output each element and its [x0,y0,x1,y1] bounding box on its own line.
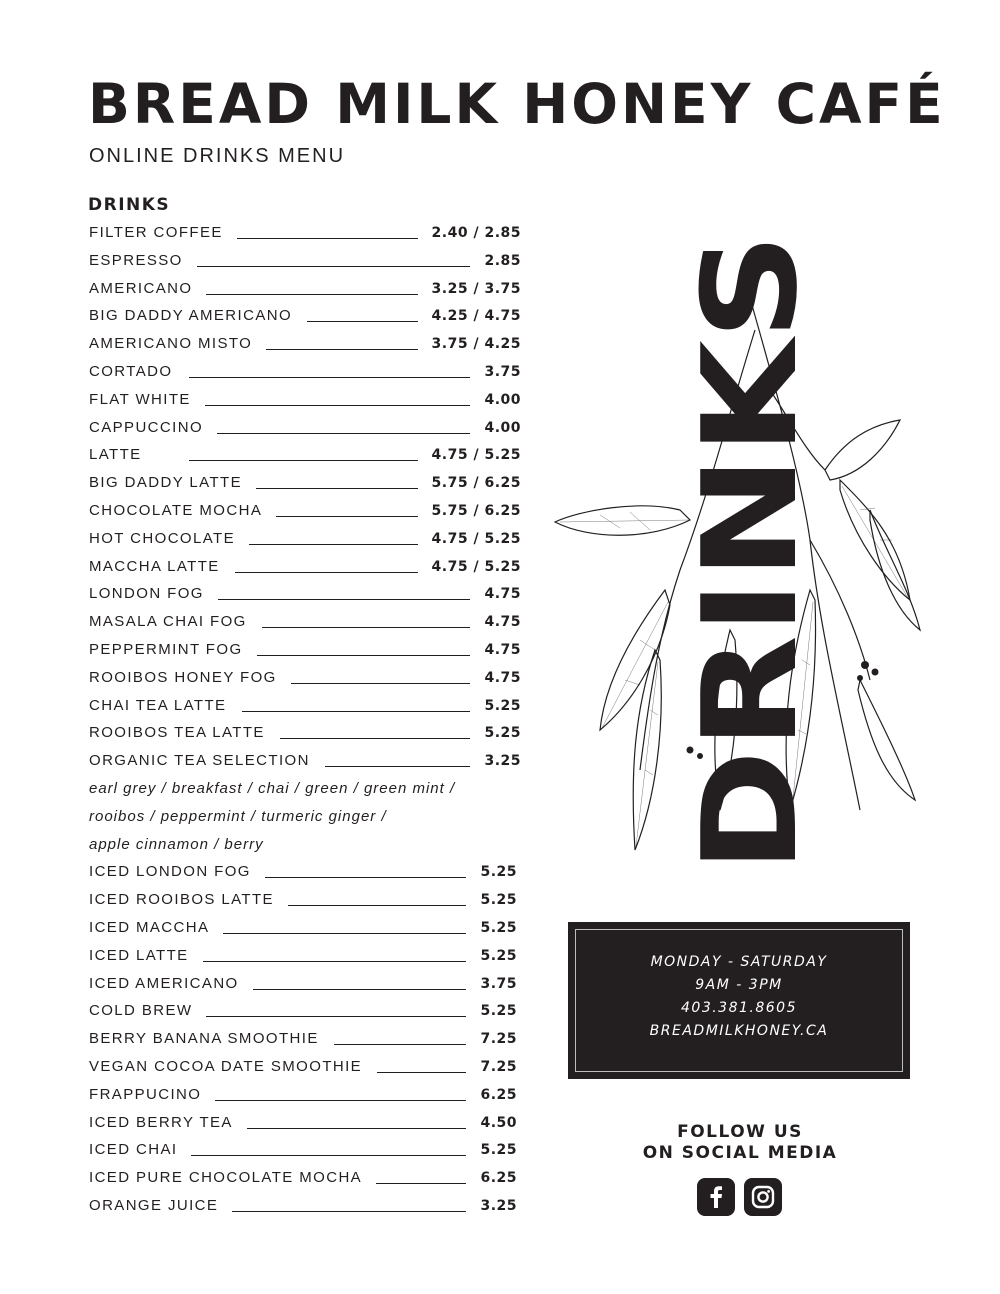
menu-item [89,638,529,666]
menu-item-price: 4.00 [484,419,521,436]
berry-2 [872,669,879,676]
leader-line [249,544,417,545]
menu-item [89,1027,529,1055]
vertical-drinks-text: DRINKS [674,313,826,873]
menu-item [89,443,529,471]
menu-item-price: 5.25 [480,947,517,964]
menu-item-name: ICED CHAI [89,1141,178,1159]
hours-days: MONDAY - SATURDAY [650,954,828,970]
menu-item-name: HOT CHOCOLATE [89,529,235,547]
leader-line [266,349,417,350]
menu-item-price: 5.25 [480,1003,517,1020]
menu-item [89,416,529,444]
menu-item-price: 5.25 [484,697,521,714]
leader-line [189,377,470,378]
menu-item-name: BIG DADDY AMERICANO [89,307,293,325]
leader-line [257,655,471,656]
tea-selection-note [89,777,529,805]
menu-item-price: 5.75 / 6.25 [431,502,521,519]
menu-item-name: LONDON FOG [89,585,204,603]
menu-item-price: 7.25 [480,1031,517,1048]
menu-item-price: 2.40 / 2.85 [431,225,521,241]
menu-item-price: 4.75 / 5.25 [431,558,521,575]
menu-item-price: 6.25 [480,1170,517,1187]
menu-item [89,916,529,944]
menu-item [89,860,529,888]
menu-item-price: 4.25 / 4.75 [431,308,521,325]
menu-item-name: AMERICANO [89,279,193,297]
leader-line [247,1128,466,1129]
menu-item-price: 4.75 / 5.25 [431,447,521,464]
menu-item-price: 2.85 [484,252,521,269]
menu-item-name: ORANGE JUICE [89,1196,219,1214]
menu-item-price: 4.75 [484,669,521,686]
leaf-right-mid [840,480,910,600]
menu-item-name: CHOCOLATE MOCHA [89,501,263,519]
instagram-icon[interactable] [744,1178,782,1216]
menu-item [89,304,529,332]
menu-item-name: LATTE [89,446,142,464]
leader-line [217,433,470,434]
leader-line [253,989,466,990]
leader-line [265,877,467,878]
menu-item-price: 4.00 [484,391,521,408]
leader-line [223,933,466,934]
berry-3 [857,675,863,681]
menu-item-name: BERRY BANANA SMOOTHIE [89,1030,319,1048]
leader-line [280,738,471,739]
tea-selection-note-text: apple cinnamon / berry [89,835,264,853]
vertical-drinks-word [674,225,826,875]
leader-line [191,1155,466,1156]
menu-item-price: 4.50 [480,1114,517,1131]
menu-item-name: ICED LATTE [89,946,189,964]
menu-item-price: 5.25 [480,1142,517,1159]
menu-item-price: 5.75 / 6.25 [431,475,521,492]
menu-item-name: FLAT WHITE [89,390,191,408]
page-title: BREAD MILK HONEY CAFÉ [88,72,946,136]
leader-line [232,1211,466,1212]
menu-item-price: 5.25 [484,725,521,742]
menu-item-name: COLD BREW [89,1002,193,1020]
menu-item-name: MACCHA LATTE [89,557,220,575]
leader-line [203,961,467,962]
menu-item-name: ICED LONDON FOG [89,863,251,881]
menu-item [89,944,529,972]
section-title: DRINKS [88,195,171,215]
leader-line [377,1072,467,1073]
leader-line [325,766,471,767]
leader-line [206,294,417,295]
menu-item-price: 3.75 / 4.25 [431,336,521,353]
leader-line [262,627,471,628]
leader-line [189,460,418,461]
menu-item [89,499,529,527]
tea-selection-note-text: rooibos / peppermint / turmeric ginger / [89,807,387,825]
menu-item-price: 4.75 [484,586,521,603]
menu-item-price: 3.25 / 3.75 [431,280,521,297]
phone-number: 403.381.8605 [681,1000,797,1016]
leader-line [205,405,470,406]
menu-item [89,1194,529,1222]
leaf-right-top [825,420,900,480]
social-heading [610,1122,870,1164]
menu-item-name: CAPPUCCINO [89,418,204,436]
menu-item [89,249,529,277]
menu-item-name: ESPRESSO [89,251,183,269]
menu-item-price: 3.25 [484,753,521,770]
hours-box [568,922,910,1079]
menu-item [89,277,529,305]
menu-item [89,610,529,638]
menu-item [89,332,529,360]
leader-line [242,711,471,712]
tea-selection-note [89,805,529,833]
leader-line [256,488,417,489]
menu-item [89,471,529,499]
menu-item-name: PEPPERMINT FOG [89,640,243,658]
menu-item [89,582,529,610]
menu-item [89,527,529,555]
menu-item [89,666,529,694]
leader-line [237,238,418,239]
menu-item-price: 4.75 [484,614,521,631]
leader-line [291,683,470,684]
leader-line [307,321,417,322]
leader-line [376,1183,466,1184]
menu-item-name: BIG DADDY LATTE [89,474,242,492]
menu-item [89,694,529,722]
menu-item [89,1083,529,1111]
menu-item [89,972,529,1000]
leaf-right-low [858,680,915,800]
menu-item [89,1166,529,1194]
tea-selection-note-text: earl grey / breakfast / chai / green / green mint / [89,779,456,797]
menu-item-price: 5.25 [480,864,517,881]
menu-item-name: ICED ROOIBOS LATTE [89,891,274,909]
leaf-left-top [555,506,690,535]
tea-selection-note [89,833,529,861]
menu-item-price: 4.75 [484,641,521,658]
leaf-far-right [870,510,920,630]
menu-item-price: 6.25 [480,1086,517,1103]
hours-time: 9AM - 3PM [695,977,783,993]
social-heading-line2: ON SOCIAL MEDIA [642,1143,838,1163]
menu-item-name: VEGAN COCOA DATE SMOOTHIE [89,1057,363,1075]
menu-item [89,1111,529,1139]
menu-item [89,888,529,916]
page-subtitle: ONLINE DRINKS MENU [89,145,346,167]
leader-line [276,516,417,517]
menu-item-name: FRAPPUCINO [89,1085,202,1103]
menu-item [89,221,529,249]
menu-item [89,749,529,777]
menu-item [89,999,529,1027]
leader-line [288,905,467,906]
leader-line [215,1100,466,1101]
menu-item-name: MASALA CHAI FOG [89,613,247,631]
menu-item [89,388,529,416]
menu-item-price: 7.25 [480,1058,517,1075]
menu-item-name: AMERICANO MISTO [89,335,253,353]
menu-item-name: ICED PURE CHOCOLATE MOCHA [89,1169,363,1187]
leader-line [334,1044,467,1045]
menu-item-name: ROOIBOS TEA LATTE [89,724,265,742]
menu-item-name: CHAI TEA LATTE [89,696,227,714]
social-heading-line1: FOLLOW US [677,1122,803,1142]
menu-item [89,555,529,583]
menu-item-price: 3.75 [484,363,521,380]
menu-item [89,1138,529,1166]
website-link[interactable]: BREADMILKHONEY.CA [649,1023,829,1039]
menu-item-name: FILTER COFFEE [89,224,223,241]
menu-item-price: 3.25 [480,1197,517,1214]
menu-item [89,360,529,388]
menu-item-name: ORGANIC TEA SELECTION [89,752,310,770]
leader-line [235,572,418,573]
menu-item-name: ICED MACCHA [89,918,210,936]
menu-item [89,721,529,749]
menu-item-name: ICED BERRY TEA [89,1113,233,1131]
leader-line [206,1016,466,1017]
menu-item-price: 3.75 [480,975,517,992]
menu-item-name: ROOIBOS HONEY FOG [89,668,277,686]
menu-item-name: ICED AMERICANO [89,974,239,992]
leader-line [197,266,471,267]
menu-item [89,1055,529,1083]
menu-item-price: 5.25 [480,919,517,936]
leader-line [218,599,471,600]
drinks-menu-list [89,221,529,1222]
menu-item-price: 4.75 / 5.25 [431,530,521,547]
menu-item-price: 5.25 [480,892,517,909]
menu-item-name: CORTADO [89,362,173,380]
berry-1 [861,661,869,669]
facebook-icon[interactable] [697,1178,735,1216]
